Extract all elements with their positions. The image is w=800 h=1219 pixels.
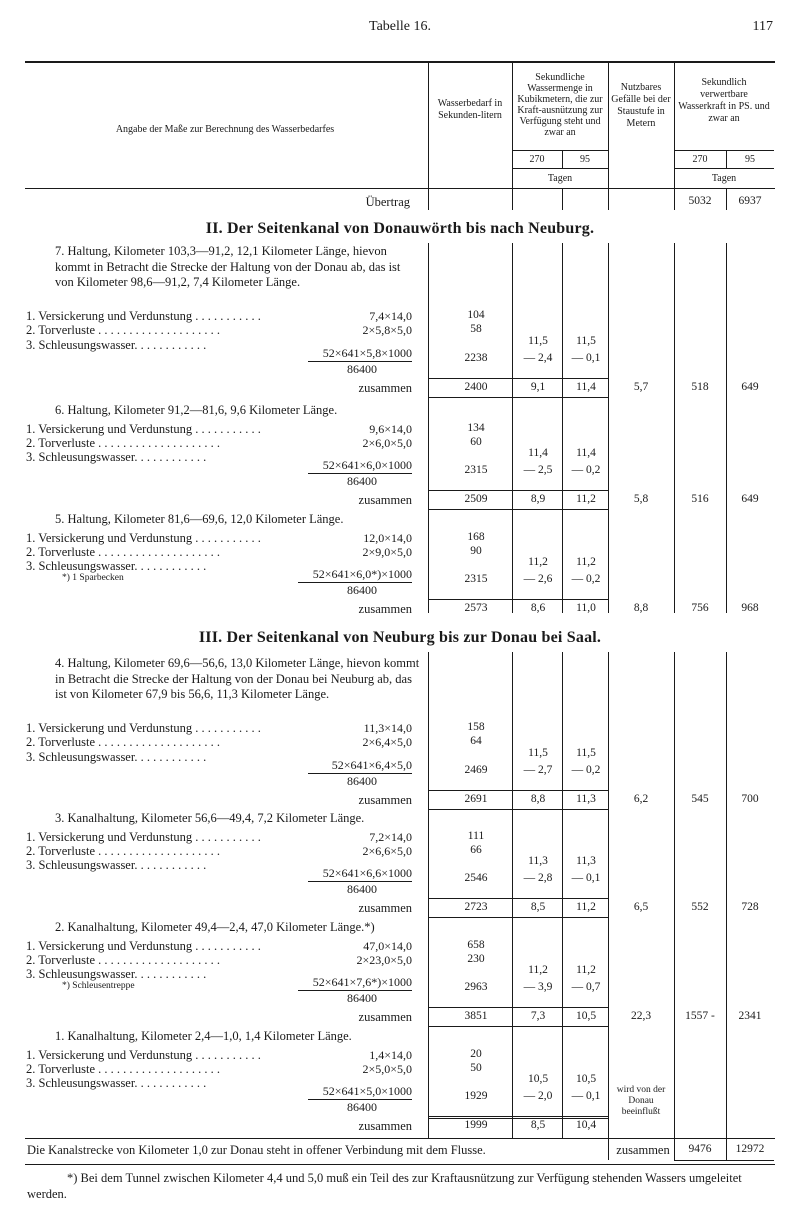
value-torverluste: 60 bbox=[470, 435, 482, 448]
value-total-95: 10,4 bbox=[575, 1119, 597, 1131]
block-bottom-rule bbox=[428, 397, 608, 398]
value-avail-270: 11,4 bbox=[528, 447, 548, 459]
value-total-95: 10,5 bbox=[575, 1010, 597, 1022]
formula-torverluste: 2×23,0×5,0 bbox=[356, 952, 412, 967]
value-power-95: 649 bbox=[741, 493, 759, 505]
col-header-power: Sekundlich verwertbare Wasserkraft in PS. und zwar an bbox=[678, 77, 770, 124]
value-schleusung-95: — 0,2 bbox=[571, 573, 601, 585]
value-schleusung-95: — 0,1 bbox=[571, 351, 601, 364]
value-total-270: 7,3 bbox=[530, 1010, 546, 1022]
value-power-95: 649 bbox=[741, 380, 759, 393]
final-p270: 9476 bbox=[688, 1143, 712, 1155]
final-rule bbox=[674, 1138, 675, 1160]
block-bottom-rule bbox=[428, 809, 608, 810]
value-versickerung: 158 bbox=[467, 721, 485, 733]
value-power-270: 552 bbox=[691, 901, 709, 913]
col-rule bbox=[512, 652, 513, 1138]
col-rule bbox=[428, 652, 429, 1138]
uebertrag-rule bbox=[674, 188, 675, 210]
value-schleusung-95: — 0,7 bbox=[571, 981, 601, 993]
value-total-270: 9,1 bbox=[530, 380, 546, 393]
item-label-torverluste: 2. Torverluste . . . . . . . . . . . . . . . . . . . . bbox=[26, 843, 221, 858]
col-270-b: 270 bbox=[692, 154, 708, 165]
header-col-rule bbox=[512, 63, 513, 188]
item-label-versickerung: 1. Versickerung und Verdunstung . . . . . . . . . . . bbox=[26, 1047, 261, 1062]
value-torverluste: 90 bbox=[470, 544, 482, 557]
value-avail-95: 11,5 bbox=[576, 334, 596, 347]
formula-versickerung: 7,4×14,0 bbox=[369, 309, 412, 323]
sum-rule bbox=[428, 378, 608, 379]
block-bottom-rule bbox=[428, 917, 608, 918]
item-label-schleusung: 3. Schleusungswasser. . . . . . . . . . . . bbox=[26, 337, 207, 352]
value-avail-95: 11,4 bbox=[576, 447, 596, 459]
section-title-II: II. Der Seitenkanal von Donauwörth bis nach Neuburg. bbox=[205, 220, 595, 237]
value-gefaelle: 22,3 bbox=[630, 1010, 652, 1022]
col-tage-b: Tagen bbox=[711, 173, 737, 184]
header-col-rule bbox=[674, 63, 675, 188]
value-versickerung: 168 bbox=[467, 530, 485, 543]
final-bottom-rule bbox=[674, 1160, 774, 1161]
value-versickerung: 20 bbox=[470, 1047, 482, 1060]
value-schleusung-270: — 3,9 bbox=[523, 981, 553, 993]
value-schleusung: 2469 bbox=[464, 763, 488, 776]
value-total-270: 8,5 bbox=[530, 901, 546, 913]
value-torverluste: 66 bbox=[470, 843, 482, 856]
formula-numerator: 52×641×6,0*)×1000 bbox=[312, 567, 412, 581]
item-label-schleusung: 3. Schleusungswasser. . . . . . . . . . . . bbox=[26, 967, 207, 981]
value-total: 2573 bbox=[464, 602, 488, 614]
label-zusammen: zusammen bbox=[358, 792, 412, 807]
formula-denominator: 86400 bbox=[347, 361, 377, 376]
final-text: Die Kanalstrecke von Kilometer 1,0 zur Donau steht in offener Verbindung mit dem Flusse. bbox=[27, 1143, 486, 1157]
haltung-title: 4. Haltung, Kilometer 69,6—56,6, 13,0 Kilometer Länge, hievon kommt in Betracht die Strecke der Haltung von der Donau bei Neuburg ab, das ist von Kilometer 67,9 bis 56,6, 11,3 Kilometer Länge. bbox=[55, 656, 420, 701]
value-versickerung: 134 bbox=[467, 421, 485, 434]
header-top-rule bbox=[25, 61, 775, 63]
block-bottom-rule bbox=[428, 509, 608, 510]
col-270-a: 270 bbox=[529, 154, 545, 165]
label-zusammen: zusammen bbox=[358, 1119, 412, 1133]
formula-numerator: 52×641×6,0×1000 bbox=[322, 458, 412, 472]
formula-torverluste: 2×6,4×5,0 bbox=[362, 735, 412, 749]
value-total: 1999 bbox=[464, 1119, 488, 1131]
value-schleusung: 2238 bbox=[464, 351, 488, 364]
value-schleusung-95: — 0,2 bbox=[571, 763, 601, 776]
value-power-270: 756 bbox=[691, 602, 709, 614]
col-95-a: 95 bbox=[580, 154, 590, 165]
uebertrag-label: Übertrag bbox=[365, 195, 410, 209]
sum-rule bbox=[428, 599, 608, 600]
value-versickerung: 111 bbox=[467, 829, 485, 842]
col-rule bbox=[674, 652, 675, 1138]
footnote: *) Bei dem Tunnel zwischen Kilometer 4,4 und 5,0 muß ein Teil des zur Kraftausnützung zur Verfügung stehenden Wassers umgeleitet werden. bbox=[27, 1171, 742, 1201]
item-label-versickerung: 1. Versickerung und Verdunstung . . . . . . . . . . . bbox=[26, 421, 261, 436]
col-header-fall: Nutzbares Gefälle bei der Staustufe in Metern bbox=[611, 82, 671, 129]
uebertrag-rule bbox=[608, 188, 609, 210]
formula-torverluste: 2×5,0×5,0 bbox=[362, 1061, 412, 1076]
value-schleusung-270: — 2,7 bbox=[523, 763, 553, 776]
value-versickerung: 658 bbox=[467, 938, 485, 951]
item-label-schleusung: 3. Schleusungswasser. . . . . . . . . . . . bbox=[26, 1076, 207, 1090]
col-rule bbox=[674, 243, 675, 613]
formula-denominator: 86400 bbox=[347, 991, 377, 1005]
value-avail-95: 11,5 bbox=[576, 746, 596, 759]
value-schleusung-270: — 2,8 bbox=[523, 872, 553, 884]
header-sub-rule-d bbox=[674, 168, 774, 169]
value-avail-95: 11,2 bbox=[576, 556, 596, 568]
formula-versickerung: 11,3×14,0 bbox=[363, 721, 412, 735]
col-rule bbox=[726, 243, 727, 613]
item-label-versickerung: 1. Versickerung und Verdunstung . . . . . . . . . . . bbox=[26, 530, 261, 545]
formula-numerator: 52×641×6,4×5,0 bbox=[331, 757, 412, 772]
sum-rule bbox=[428, 490, 608, 491]
col-rule bbox=[608, 243, 609, 613]
value-schleusung-270: — 2,5 bbox=[523, 464, 553, 476]
label-zusammen: zusammen bbox=[358, 493, 412, 507]
final-zusammen: zusammen bbox=[616, 1143, 670, 1157]
formula-versickerung: 7,2×14,0 bbox=[369, 829, 412, 844]
item-label-versickerung: 1. Versickerung und Verdunstung . . . . . . . . . . . bbox=[26, 938, 261, 953]
uebertrag-p95: 6937 bbox=[738, 195, 762, 207]
item-label-schleusung: 3. Schleusungswasser. . . . . . . . . . . . bbox=[26, 450, 207, 464]
value-gefaelle: 6,5 bbox=[633, 901, 649, 913]
value-total-95: 11,0 bbox=[576, 602, 596, 614]
uebertrag-rule bbox=[512, 188, 513, 210]
value-total: 3851 bbox=[464, 1010, 488, 1022]
value-total-95: 11,2 bbox=[576, 901, 596, 913]
haltung-title: 1. Kanalhaltung, Kilometer 2,4—1,0, 1,4 Kilometer Länge. bbox=[55, 1029, 352, 1043]
label-zusammen: zusammen bbox=[358, 602, 412, 616]
value-gefaelle: 8,8 bbox=[633, 602, 649, 614]
value-power-270: 516 bbox=[691, 493, 709, 505]
value-power-95: 700 bbox=[741, 792, 759, 805]
value-avail-270: 11,5 bbox=[528, 746, 548, 759]
header-col-rule bbox=[562, 150, 563, 168]
header-sub-rule-c bbox=[674, 150, 774, 151]
item-label-schleusung: 3. Schleusungswasser. . . . . . . . . . . . bbox=[26, 749, 207, 764]
formula-numerator: 52×641×5,8×1000 bbox=[322, 345, 412, 360]
value-avail-270: 11,2 bbox=[528, 964, 548, 976]
footnote-marker: *) Schleusentreppe bbox=[62, 981, 135, 991]
formula-versickerung: 9,6×14,0 bbox=[369, 421, 412, 436]
value-total-270: 8,8 bbox=[530, 792, 546, 805]
value-schleusung-95: — 0,1 bbox=[571, 1090, 601, 1102]
block-bottom-rule bbox=[428, 1026, 608, 1027]
col-header-need: Wasserbedarf in Sekunden-litern bbox=[437, 98, 503, 121]
item-label-torverluste: 2. Torverluste . . . . . . . . . . . . . . . . . . . . bbox=[26, 952, 221, 967]
formula-versickerung: 12,0×14,0 bbox=[363, 530, 412, 545]
formula-numerator: 52×641×6,6×1000 bbox=[322, 866, 412, 880]
formula-denominator: 86400 bbox=[347, 773, 377, 788]
item-label-schleusung: 3. Schleusungswasser. . . . . . . . . . . . bbox=[26, 559, 207, 573]
col-tage-a: Tagen bbox=[547, 173, 573, 184]
value-total-95: 11,3 bbox=[576, 792, 596, 805]
sum-rule bbox=[428, 790, 608, 791]
col-header-desc: Angabe der Maße zur Berechnung des Wasserbedarfes bbox=[115, 124, 335, 135]
value-versickerung: 104 bbox=[467, 309, 485, 321]
formula-torverluste: 2×5,8×5,0 bbox=[362, 323, 412, 337]
value-avail-95: 11,3 bbox=[576, 855, 596, 867]
gefaelle-note: wird von der Donau beeinflußt bbox=[616, 1085, 666, 1117]
item-label-torverluste: 2. Torverluste . . . . . . . . . . . . . . . . . . . . bbox=[26, 1061, 221, 1076]
formula-denominator: 86400 bbox=[347, 583, 377, 597]
col-header-secvol: Sekundliche Wassermenge in Kubikmetern, die zur Kraft-ausnützung zur Verfügung steht und zwar an bbox=[517, 72, 603, 138]
col-rule bbox=[608, 652, 609, 1138]
col-rule bbox=[562, 652, 563, 1138]
uebertrag-rule bbox=[562, 188, 563, 210]
value-schleusung: 2315 bbox=[464, 464, 488, 476]
sum-rule bbox=[428, 1007, 608, 1008]
value-avail-270: 11,2 bbox=[528, 556, 548, 568]
uebertrag-rule bbox=[428, 188, 429, 210]
value-torverluste: 64 bbox=[470, 735, 482, 747]
sum-rule bbox=[428, 898, 608, 899]
item-label-versickerung: 1. Versickerung und Verdunstung . . . . . . . . . . . bbox=[26, 721, 261, 735]
value-torverluste: 50 bbox=[470, 1061, 482, 1074]
final-rule bbox=[608, 1138, 609, 1160]
value-torverluste: 230 bbox=[467, 952, 485, 965]
haltung-title: 3. Kanalhaltung, Kilometer 56,6—49,4, 7,2 Kilometer Länge. bbox=[55, 811, 365, 825]
formula-numerator: 52×641×7,6*)×1000 bbox=[312, 975, 412, 989]
final-rule bbox=[726, 1138, 727, 1160]
header-col-rule bbox=[726, 150, 727, 168]
value-power-95: 968 bbox=[741, 602, 759, 614]
formula-denominator: 86400 bbox=[347, 1100, 377, 1114]
uebertrag-p270: 5032 bbox=[688, 195, 712, 207]
value-total-270: 8,9 bbox=[530, 493, 546, 505]
header-col-rule bbox=[428, 63, 429, 188]
col-95-b: 95 bbox=[745, 154, 755, 165]
value-gefaelle: 6,2 bbox=[633, 792, 649, 805]
value-avail-270: 10,5 bbox=[527, 1073, 549, 1085]
value-power-270: 518 bbox=[691, 380, 709, 393]
value-power-95: 728 bbox=[741, 901, 759, 913]
value-schleusung-95: — 0,2 bbox=[571, 464, 601, 476]
haltung-title: 7. Haltung, Kilometer 103,3—91,2, 12,1 Kilometer Länge, hievon kommt in Betracht die Strecke der Haltung von der Donau ab, das ist von Kilometer 98,6—91,2, 7,4 Kilometer Länge. bbox=[55, 244, 401, 289]
value-total-95: 11,2 bbox=[576, 493, 596, 505]
header-sub-rule-b bbox=[512, 168, 608, 169]
item-label-torverluste: 2. Torverluste . . . . . . . . . . . . . . . . . . . . bbox=[26, 323, 221, 337]
table-label: Tabelle 16. bbox=[369, 19, 431, 34]
value-total: 2400 bbox=[464, 380, 488, 393]
value-total-270: 8,6 bbox=[530, 602, 546, 614]
value-schleusung: 1929 bbox=[464, 1090, 488, 1102]
header-col-rule bbox=[608, 63, 609, 188]
formula-numerator: 52×641×5,0×1000 bbox=[322, 1084, 412, 1098]
header-bottom-rule bbox=[25, 188, 775, 189]
value-total-270: 8,5 bbox=[530, 1119, 546, 1131]
value-gefaelle: 5,7 bbox=[633, 380, 649, 393]
value-schleusung: 2546 bbox=[464, 872, 488, 884]
value-total: 2691 bbox=[464, 792, 488, 805]
final-top-rule bbox=[25, 1138, 775, 1139]
value-total: 2509 bbox=[464, 493, 488, 505]
item-label-torverluste: 2. Torverluste . . . . . . . . . . . . . . . . . . . . bbox=[26, 544, 221, 559]
value-schleusung-95: — 0,1 bbox=[571, 872, 601, 884]
label-zusammen: zusammen bbox=[358, 1010, 412, 1024]
formula-denominator: 86400 bbox=[347, 882, 377, 896]
formula-denominator: 86400 bbox=[347, 474, 377, 488]
value-schleusung-270: — 2,4 bbox=[523, 351, 553, 364]
formula-torverluste: 2×6,0×5,0 bbox=[362, 435, 412, 450]
value-gefaelle: 5,8 bbox=[633, 493, 649, 505]
value-schleusung-270: — 2,0 bbox=[523, 1090, 553, 1102]
item-label-versickerung: 1. Versickerung und Verdunstung . . . . . . . . . . . bbox=[26, 829, 261, 844]
col-rule bbox=[512, 243, 513, 613]
haltung-title: 5. Haltung, Kilometer 81,6—69,6, 12,0 Kilometer Länge. bbox=[55, 512, 344, 526]
item-label-torverluste: 2. Torverluste . . . . . . . . . . . . . . . . . . . . bbox=[26, 735, 221, 749]
page-number: 117 bbox=[752, 19, 773, 34]
value-schleusung-270: — 2,6 bbox=[523, 573, 553, 585]
value-power-270: 1557 - bbox=[685, 1010, 715, 1022]
footnote-marker: *) 1 Sparbecken bbox=[62, 573, 124, 583]
value-total: 2723 bbox=[464, 901, 488, 913]
item-label-schleusung: 3. Schleusungswasser. . . . . . . . . . . . bbox=[26, 858, 207, 872]
formula-versickerung: 47,0×14,0 bbox=[363, 938, 412, 953]
item-label-versickerung: 1. Versickerung und Verdunstung . . . . . . . . . . . bbox=[26, 309, 261, 323]
value-power-270: 545 bbox=[691, 792, 709, 805]
value-schleusung: 2963 bbox=[464, 981, 488, 993]
haltung-title: 6. Haltung, Kilometer 91,2—81,6, 9,6 Kilometer Länge. bbox=[55, 403, 338, 417]
sum-rule bbox=[428, 1116, 608, 1117]
label-zusammen: zusammen bbox=[358, 901, 412, 915]
value-avail-270: 11,3 bbox=[528, 855, 548, 867]
uebertrag-rule bbox=[726, 188, 727, 210]
formula-versickerung: 1,4×14,0 bbox=[369, 1047, 412, 1062]
col-rule bbox=[428, 243, 429, 613]
value-avail-95: 10,5 bbox=[575, 1073, 597, 1085]
value-power-95: 2341 bbox=[738, 1010, 762, 1022]
header-sub-rule-a bbox=[512, 150, 608, 151]
haltung-title: 2. Kanalhaltung, Kilometer 49,4—2,4, 47,0 Kilometer Länge.*) bbox=[55, 920, 375, 934]
final-p95: 12972 bbox=[735, 1143, 765, 1155]
value-avail-270: 11,5 bbox=[528, 334, 548, 347]
label-zusammen: zusammen bbox=[358, 380, 412, 395]
item-label-torverluste: 2. Torverluste . . . . . . . . . . . . . . . . . . . . bbox=[26, 435, 221, 450]
footnote-rule bbox=[25, 1164, 775, 1165]
section-title-III: III. Der Seitenkanal von Neuburg bis zur Donau bei Saal. bbox=[198, 629, 602, 646]
formula-torverluste: 2×6,6×5,0 bbox=[362, 843, 412, 858]
formula-torverluste: 2×9,0×5,0 bbox=[362, 544, 412, 559]
value-schleusung: 2315 bbox=[464, 573, 488, 585]
value-avail-95: 11,2 bbox=[576, 964, 596, 976]
col-rule bbox=[726, 652, 727, 1138]
col-rule bbox=[562, 243, 563, 613]
value-total-95: 11,4 bbox=[576, 380, 596, 393]
value-torverluste: 58 bbox=[470, 323, 482, 335]
